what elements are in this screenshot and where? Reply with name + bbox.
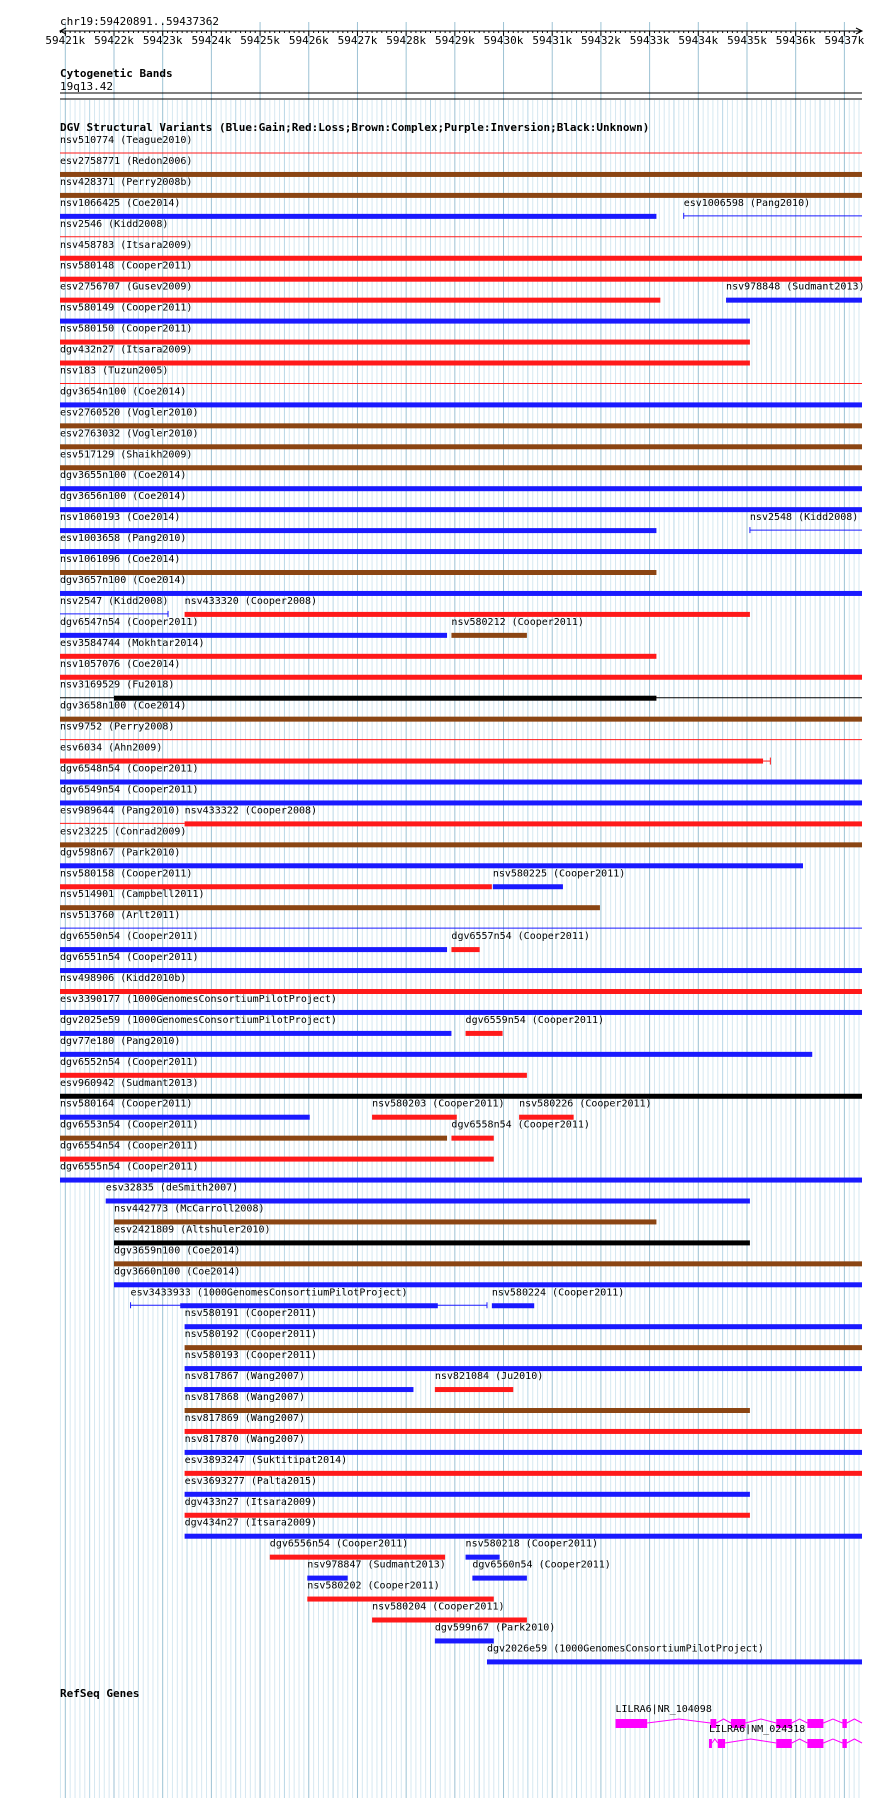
- variant-bar: [60, 717, 862, 722]
- structural-variant[interactable]: [106, 1183, 750, 1204]
- variant-label: esv23225 (Conrad2009): [60, 826, 187, 838]
- variant-label: nsv817869 (Wang2007): [184, 1412, 306, 1424]
- variant-label: dgv6555n54 (Cooper2011): [60, 1161, 199, 1173]
- variant-label: nsv1057076 (Coe2014): [60, 658, 181, 670]
- variant-label: esv1006598 (Pang2010): [683, 197, 811, 209]
- refseq-track-title: RefSeq Genes: [60, 1687, 140, 1700]
- variant-label: dgv433n27 (Itsara2009): [184, 1496, 318, 1508]
- variant-label: dgv3657n100 (Coe2014): [60, 574, 187, 586]
- variant-bar: [60, 591, 862, 596]
- variant-bar: [492, 1303, 534, 1308]
- variant-label: dgv6551n54 (Cooper2011): [60, 952, 199, 964]
- variant-bar: [60, 675, 862, 680]
- structural-variant[interactable]: [451, 931, 589, 952]
- cytoband-track-title: Cytogenetic Bands: [60, 67, 173, 80]
- variant-label: nsv580224 (Cooper2011): [491, 1287, 625, 1299]
- variant-label: nsv433320 (Cooper2008): [184, 595, 318, 607]
- structural-variant[interactable]: [519, 1099, 651, 1120]
- variant-bar: [466, 1031, 503, 1036]
- variant-label: dgv3656n100 (Coe2014): [60, 491, 187, 503]
- variant-label: dgv3659n100 (Coe2014): [113, 1245, 241, 1257]
- structural-variant[interactable]: [60, 1036, 812, 1057]
- ruler-tick-label: 59428k: [386, 34, 427, 47]
- structural-variant[interactable]: [270, 1539, 445, 1560]
- variant-bar: [114, 696, 656, 701]
- ruler-tick-label: 59424k: [191, 34, 232, 47]
- structural-variant[interactable]: [60, 1015, 451, 1036]
- structural-variant[interactable]: [60, 931, 447, 952]
- dgv-features: [60, 135, 865, 1664]
- variant-label: dgv6557n54 (Cooper2011): [451, 931, 590, 943]
- variant-label: nsv433322 (Cooper2008): [184, 805, 318, 817]
- variant-label: nsv580202 (Cooper2011): [307, 1580, 440, 1592]
- ruler-tick-label: 59423k: [142, 34, 183, 47]
- variant-label: nsv458783 (Itsara2009): [60, 239, 193, 251]
- variant-label: dgv6553n54 (Cooper2011): [60, 1119, 199, 1131]
- variant-label: nsv1066425 (Coe2014): [60, 197, 181, 209]
- variant-label: nsv1060193 (Coe2014): [60, 512, 181, 524]
- structural-variant[interactable]: [60, 617, 447, 638]
- variant-label: esv3693277 (Palta2015): [184, 1475, 318, 1487]
- variant-label: nsv580164 (Cooper2011): [60, 1098, 193, 1110]
- position-label: chr19:59420891..59437362: [60, 15, 219, 28]
- variant-label: dgv6560n54 (Cooper2011): [472, 1559, 611, 1571]
- ruler-tick-label: 59435k: [727, 34, 767, 47]
- gene-label: LILRA6|NR_104098: [615, 1704, 712, 1715]
- structural-variant[interactable]: [60, 805, 185, 823]
- structural-variant[interactable]: [435, 1371, 543, 1392]
- variant-label: esv2758771 (Redon2006): [60, 155, 193, 167]
- ruler-tick-label: 59430k: [483, 34, 524, 47]
- variant-label: nsv817870 (Wang2007): [184, 1433, 306, 1445]
- variant-label: esv1003658 (Pang2010): [60, 533, 187, 545]
- structural-variant[interactable]: [466, 1015, 604, 1036]
- variant-label: dgv6556n54 (Cooper2011): [269, 1538, 409, 1550]
- variant-label: nsv580150 (Cooper2011): [60, 323, 193, 335]
- variant-label: dgv3658n100 (Coe2014): [60, 700, 187, 712]
- variant-label: nsv2547 (Kidd2008): [60, 595, 169, 607]
- variant-label: dgv3654n100 (Coe2014): [60, 386, 187, 398]
- variant-label: dgv6554n54 (Cooper2011): [60, 1140, 199, 1152]
- structural-variant[interactable]: [185, 1371, 414, 1392]
- structural-variant[interactable]: [185, 1392, 750, 1413]
- ruler-tick-label: 59432k: [581, 34, 621, 47]
- variant-label: dgv3655n100 (Coe2014): [60, 470, 187, 482]
- structural-variant[interactable]: [60, 1120, 447, 1141]
- variant-label: nsv821084 (Ju2010): [434, 1371, 544, 1383]
- variant-label: esv3433933 (1000GenomesConsortiumPilotProject): [130, 1287, 408, 1299]
- ruler-tick-label: 59436k: [775, 34, 816, 47]
- variant-label: dgv598n67 (Park2010): [60, 847, 181, 859]
- variant-label: nsv580203 (Cooper2011): [372, 1098, 505, 1110]
- variant-label: nsv580204 (Cooper2011): [372, 1601, 505, 1613]
- variant-bar: [451, 947, 479, 952]
- variant-label: esv989644 (Pang2010): [60, 805, 181, 817]
- variant-label: nsv580193 (Cooper2011): [184, 1350, 318, 1362]
- variant-bar: [472, 1576, 527, 1581]
- structural-variant[interactable]: [185, 1476, 750, 1497]
- variant-bar: [185, 821, 862, 826]
- structural-variant[interactable]: [451, 617, 583, 638]
- structural-variant[interactable]: [60, 889, 600, 910]
- structural-variant[interactable]: [60, 1057, 527, 1078]
- ruler-ticks: [45, 28, 864, 47]
- structural-variant[interactable]: [372, 1099, 504, 1120]
- structural-variant[interactable]: [131, 1287, 487, 1308]
- ruler-tick-label: 59426k: [288, 34, 329, 47]
- variant-label: nsv978847 (Sudmant2013): [307, 1559, 446, 1571]
- structural-variant[interactable]: [307, 1581, 493, 1602]
- ruler-tick-label: 59429k: [434, 34, 475, 47]
- variant-bar: [493, 884, 563, 889]
- structural-variant[interactable]: [185, 596, 750, 617]
- structural-variant[interactable]: [750, 512, 862, 533]
- structural-variant[interactable]: [466, 1539, 598, 1560]
- variant-label: esv2756707 (Gusev2009): [60, 281, 193, 293]
- variant-label: nsv498906 (Kidd2010b): [60, 973, 187, 984]
- dgv-track: [60, 121, 865, 1664]
- structural-variant[interactable]: [60, 345, 750, 366]
- variant-label: esv3584744 (Mokhtar2014): [60, 637, 205, 649]
- variant-label: dgv3660n100 (Coe2014): [113, 1266, 241, 1278]
- structural-variant[interactable]: [60, 324, 750, 345]
- gene-exon: [776, 1739, 792, 1748]
- variant-label: dgv6548n54 (Cooper2011): [60, 763, 199, 775]
- dgv-track-title: DGV Structural Variants (Blue:Gain;Red:Loss;Brown:Complex;Purple:Inversion;Black:Unknown): [60, 121, 650, 134]
- variant-label: nsv580158 (Cooper2011): [60, 868, 193, 880]
- variant-label: nsv580148 (Cooper2011): [60, 260, 193, 272]
- variant-label: nsv817868 (Wang2007): [184, 1392, 306, 1403]
- variant-label: esv6034 (Ahn2009): [60, 742, 163, 754]
- ruler-tick-label: 59433k: [629, 34, 670, 47]
- structural-variant[interactable]: [451, 1120, 589, 1141]
- variant-label: esv2763032 (Vogler2010): [60, 428, 199, 440]
- variant-label: nsv428371 (Perry2008b): [60, 176, 193, 188]
- variant-label: nsv978848 (Sudmant2013): [726, 281, 865, 293]
- variant-label: dgv6552n54 (Cooper2011): [60, 1056, 199, 1068]
- variant-label: dgv6549n54 (Cooper2011): [60, 784, 199, 796]
- structural-variant[interactable]: [185, 1497, 750, 1518]
- variant-bar: [451, 633, 526, 638]
- structural-variant[interactable]: [60, 282, 660, 303]
- variant-bar: [726, 298, 862, 303]
- variant-label: esv2760520 (Vogler2010): [60, 407, 199, 419]
- variant-label: dgv6547n54 (Cooper2011): [60, 616, 199, 628]
- variant-label: nsv514901 (Campbell2011): [60, 889, 205, 901]
- cytoband-track: [60, 67, 862, 99]
- structural-variant[interactable]: [114, 1245, 862, 1266]
- variant-label: nsv580218 (Cooper2011): [465, 1538, 599, 1550]
- variant-label: esv3893247 (Suktitipat2014): [184, 1454, 348, 1466]
- structural-variant[interactable]: [492, 1287, 624, 1308]
- variant-label: nsv442773 (McCarroll2008): [113, 1203, 265, 1215]
- variant-label: esv3390177 (1000GenomesConsortiumPilotProject): [60, 993, 337, 1005]
- variant-label: esv960942 (Sudmant2013): [60, 1077, 199, 1089]
- variant-label: nsv580212 (Cooper2011): [451, 616, 584, 628]
- variant-label: dgv6558n54 (Cooper2011): [451, 1119, 590, 1131]
- ruler-tick-label: 59422k: [94, 34, 134, 47]
- gene-intron: [716, 1719, 731, 1723]
- ruler-tick-label: 59434k: [678, 34, 719, 47]
- variant-label: dgv2025e59 (1000GenomesConsortiumPilotProject): [60, 1014, 337, 1026]
- gene-exon: [842, 1739, 846, 1748]
- variant-label: dgv6559n54 (Cooper2011): [465, 1014, 605, 1026]
- gene-exon: [807, 1719, 823, 1728]
- variant-label: dgv432n27 (Itsara2009): [60, 344, 193, 356]
- variant-label: dgv2026e59 (1000GenomesConsortiumPilotProject): [486, 1643, 764, 1655]
- variant-label: nsv1061096 (Coe2014): [60, 554, 181, 565]
- variant-label: esv32835 (deSmith2007): [105, 1182, 239, 1194]
- variant-bar: [435, 1387, 513, 1392]
- variant-label: nsv817867 (Wang2007): [184, 1371, 306, 1383]
- variant-label: nsv580191 (Cooper2011): [184, 1308, 318, 1320]
- structural-variant[interactable]: [372, 1602, 527, 1623]
- structural-variant[interactable]: [60, 303, 750, 324]
- variant-label: esv2421809 (Altshuler2010): [113, 1224, 271, 1236]
- structural-variant[interactable]: [60, 847, 803, 868]
- variant-label: dgv599n67 (Park2010): [434, 1622, 556, 1634]
- structural-variant[interactable]: [60, 596, 168, 617]
- ruler: [45, 15, 864, 47]
- gene-label: LILRA6|NM_024318: [709, 1724, 806, 1735]
- structural-variant[interactable]: [726, 282, 864, 303]
- variant-bar: [451, 1136, 493, 1141]
- variant-bar: [372, 1115, 457, 1120]
- ruler-tick-label: 59425k: [240, 34, 280, 47]
- variant-label: nsv580226 (Cooper2011): [519, 1098, 652, 1110]
- variant-label: nsv510774 (Teague2010): [60, 135, 193, 146]
- gene-exon: [616, 1719, 648, 1728]
- gene-exon: [842, 1719, 846, 1728]
- ruler-tick-label: 59437k: [824, 34, 865, 47]
- variant-label: nsv9752 (Perry2008): [60, 721, 175, 733]
- variant-label: nsv2546 (Kidd2008): [60, 218, 169, 230]
- gene-exon: [807, 1739, 823, 1748]
- variant-label: nsv580225 (Cooper2011): [492, 868, 626, 880]
- gene-exon: [709, 1739, 712, 1748]
- variant-label: esv517129 (Shaikh2009): [60, 449, 193, 461]
- variant-label: dgv6550n54 (Cooper2011): [60, 931, 199, 943]
- ruler-tick-label: 59421k: [45, 34, 86, 47]
- variant-label: dgv77e180 (Pang2010): [60, 1035, 181, 1047]
- structural-variant[interactable]: [114, 1203, 656, 1224]
- variant-label: nsv580192 (Cooper2011): [184, 1329, 318, 1341]
- structural-variant[interactable]: [684, 198, 862, 219]
- cytoband-label: 19q13.42: [60, 80, 113, 93]
- structural-variant[interactable]: [60, 868, 492, 889]
- variant-label: nsv2548 (Kidd2008): [749, 512, 859, 524]
- structural-variant[interactable]: [472, 1560, 610, 1581]
- variant-label: dgv434n27 (Itsara2009): [184, 1517, 318, 1529]
- variant-bar: [435, 1638, 494, 1643]
- structural-variant[interactable]: [114, 1266, 862, 1287]
- variant-label: nsv3169529 (Fu2018): [60, 679, 175, 691]
- ruler-tick-label: 59427k: [337, 34, 378, 47]
- variant-label: nsv183 (Tuzun2005): [60, 365, 169, 377]
- variant-label: nsv513760 (Arlt2011): [60, 910, 181, 922]
- structural-variant[interactable]: [60, 1141, 494, 1162]
- variant-bar: [487, 1659, 862, 1664]
- ruler-tick-label: 59431k: [532, 34, 573, 47]
- gene-exon: [718, 1739, 725, 1748]
- structural-variant[interactable]: [60, 1099, 310, 1120]
- variant-label: nsv580149 (Cooper2011): [60, 302, 193, 314]
